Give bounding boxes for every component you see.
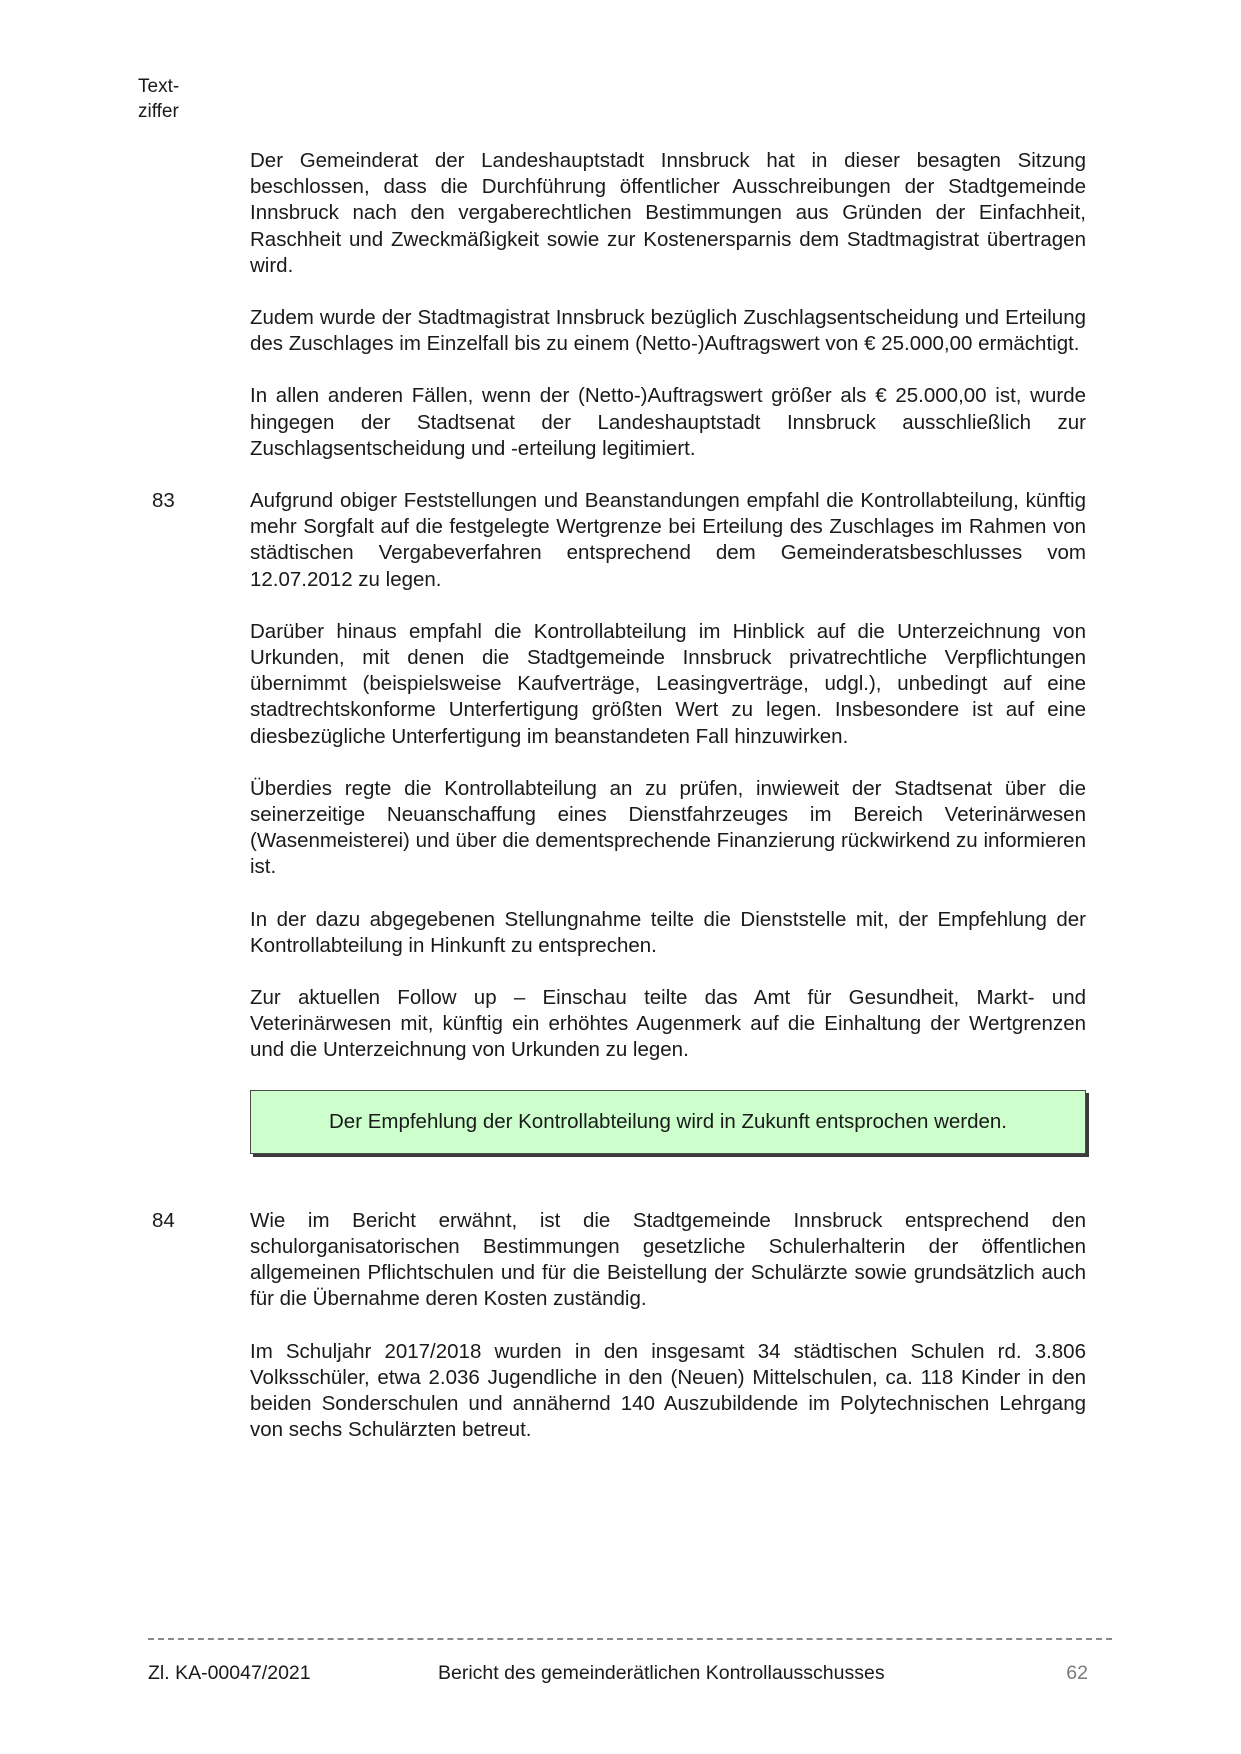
page-number: 62	[1066, 1662, 1088, 1684]
margin-label-line1: Text-	[138, 76, 180, 97]
textziffer-column-label	[138, 74, 179, 124]
report-body	[150, 148, 1086, 1469]
paragraph: Zudem wurde der Stadtmagistrat Innsbruck bezüglich Zuschlagsentscheidung und Erteilung des Zuschlages im Einzelfall bis zu einem (Netto-)Auftragswert von € 25.000,00 ermächtigt.	[250, 306, 1086, 356]
footer-title: Bericht des gemeinderätlichen Kontrollausschusses	[438, 1662, 885, 1684]
paragraph: Der Gemeinderat der Landeshauptstadt Innsbruck hat in dieser besagten Sitzung beschlossen, dass die Durchführung öffentlicher Ausschreibungen der Stadtgemeinde Innsbruck nach den vergaberechtlichen Bestimmungen aus Gründen der Einfachheit, Raschheit und Zweckmäßigkeit sowie zur Kostenersparnis dem Stadtmagistrat übertragen wird.	[250, 149, 1086, 277]
paragraph: Aufgrund obiger Feststellungen und Beanstandungen empfahl die Kontrollabteilung, künftig mehr Sorgfalt auf die festgelegte Wertgrenze bei Erteilung des Zuschlages im Rahmen von städtischen Vergabeverfahren entsprechend dem Gemeinderatsbeschlusses vom 12.07.2012 zu legen.	[250, 489, 1086, 591]
margin-label-line2: ziffer	[138, 101, 179, 122]
paragraph: In allen anderen Fällen, wenn der (Netto-)Auftragswert größer als € 25.000,00 ist, wurde hingegen der Stadtsenat der Landeshauptstadt Innsbruck ausschließlich zur Zuschlagsentscheidung und -erteilung legitimiert.	[250, 384, 1086, 460]
footer-reference: Zl. KA-00047/2021	[148, 1662, 311, 1684]
paragraph: In der dazu abgegebenen Stellungnahme teilte die Dienststelle mit, der Empfehlung der Kontrollabteilung in Hinkunft zu entsprechen.	[250, 907, 1086, 957]
recommendation-callout: Der Empfehlung der Kontrollabteilung wird in Zukunft entsprochen werden.	[250, 1090, 1086, 1154]
paragraph: Zur aktuellen Follow up – Einschau teilte das Amt für Gesundheit, Markt- und Veterinärwesen mit, künftig ein erhöhtes Augenmerk auf die Einhaltung der Wertgrenzen und die Unterzeichnung von Urkunden zu legen.	[250, 986, 1086, 1062]
paragraph: Im Schuljahr 2017/2018 wurden in den insgesamt 34 städtischen Schulen rd. 3.806 Volksschüler, etwa 2.036 Jugendliche in den (Neuen) Mittelschulen, ca. 118 Kinder in den beiden Sonderschulen und annähernd 140 Auszubildende im Polytechnischen Lehrgang von sechs Schulärzten betreut.	[250, 1339, 1086, 1442]
section-84	[150, 1208, 1086, 1444]
spacer	[150, 1154, 1086, 1208]
section-83	[150, 488, 1086, 1064]
paragraph: Wie im Bericht erwähnt, ist die Stadtgemeinde Innsbruck entsprechend den schulorganisatorischen Bestimmungen gesetzliche Schulerhalterin der öffentlichen allgemeinen Pflichtschulen und für die Beistellung der Schulärzte sowie grundsätzlich auch für die Übernahme deren Kosten zuständig.	[250, 1208, 1086, 1311]
paragraph: Überdies regte die Kontrollabteilung an zu prüfen, inwieweit der Stadtsenat über die seinerzeitige Neuanschaffung eines Dienstfahrzeuges im Bereich Veterinärwesen (Wasenmeisterei) und über die dementsprechende Finanzierung rückwirkend zu informieren ist.	[250, 776, 1086, 879]
textziffer-number: 84	[152, 1208, 175, 1232]
paragraph: Darüber hinaus empfahl die Kontrollabteilung im Hinblick auf die Unterzeichnung von Urkunden, mit denen die Stadtgemeinde Innsbruck privatrechtliche Verpflichtungen übernimmt (beispielsweise Kaufverträge, Leasingverträge, udgl.), unbedingt auf eine stadtrechtskonforme Unterfertigung größten Wert zu legen. Insbesondere ist auf eine diesbezügliche Unterfertigung im beanstandeten Fall hinzuwirken.	[250, 619, 1086, 748]
textziffer-number: 83	[152, 489, 175, 513]
intro-block	[150, 148, 1086, 462]
footer-divider	[148, 1638, 1112, 1640]
